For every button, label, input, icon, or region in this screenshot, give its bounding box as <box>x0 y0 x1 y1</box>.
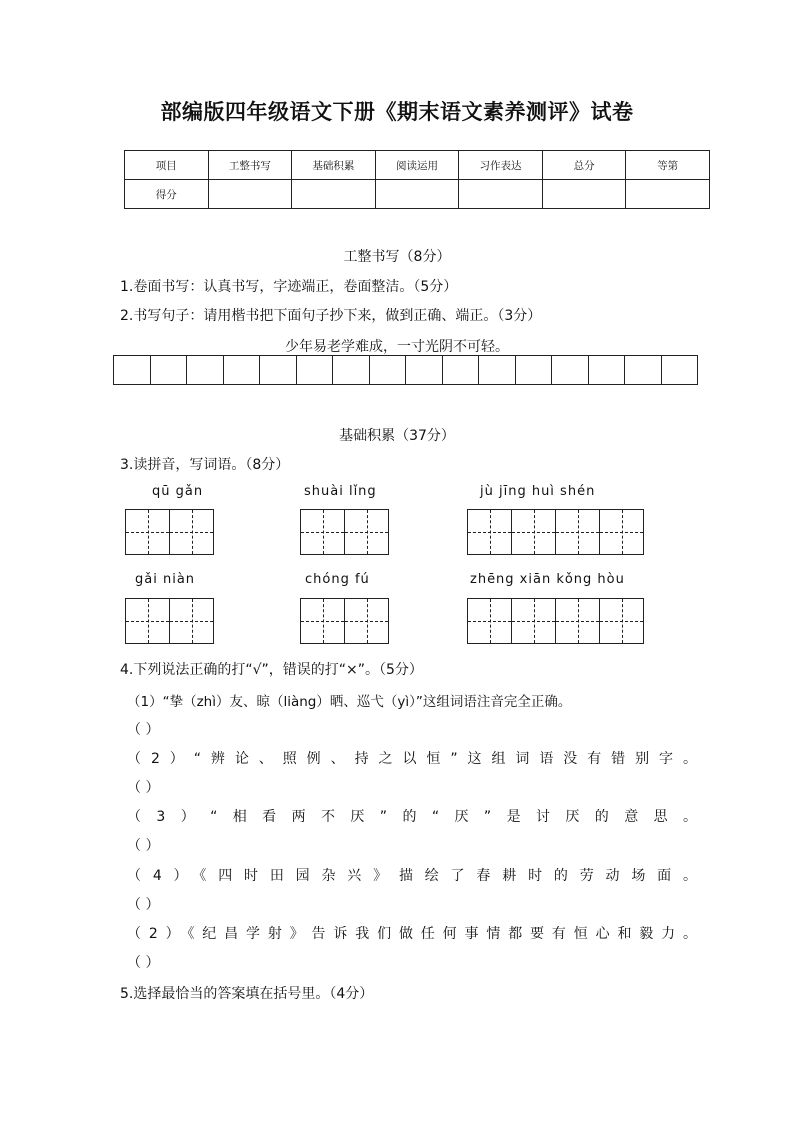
tianzige-box[interactable] <box>467 509 644 555</box>
table-header-cell: 基础积累 <box>292 151 376 180</box>
table-header-cell: 总分 <box>542 151 626 180</box>
tianzige-box[interactable] <box>125 509 214 555</box>
page-title: 部编版四年级语文下册《期末语文素养测评》试卷 <box>160 99 634 124</box>
score-cell[interactable] <box>375 180 459 209</box>
pinyin-label: chóng fú <box>305 572 370 587</box>
answer-blank[interactable]: （ ） <box>127 897 160 913</box>
copy-sentence: 少年易老学难成，一寸光阴不可轻。 <box>285 339 509 355</box>
tianzige-box[interactable] <box>300 598 389 644</box>
score-cell[interactable] <box>292 180 376 209</box>
judge-item: （4）《四时田园杂兴》描绘了春耕时的劳动场面。 <box>127 868 697 884</box>
tianzige-box[interactable] <box>467 598 644 644</box>
tianzige-box[interactable] <box>300 509 389 555</box>
question-2: 2.书写句子：请用楷书把下面句子抄下来，做到正确、端正。（3分） <box>120 308 542 324</box>
table-row <box>125 151 710 180</box>
score-cell[interactable] <box>208 180 292 209</box>
score-cell[interactable] <box>459 180 543 209</box>
table-header-cell: 工整书写 <box>208 151 292 180</box>
answer-blank[interactable]: （ ） <box>127 838 160 854</box>
judge-item: （3）“相看两不厌”的“厌”是讨厌的意思。 <box>127 809 697 825</box>
pinyin-label: jù jīng huì shén <box>480 484 596 499</box>
pinyin-label: zhēng xiān kǒng hòu <box>470 572 625 587</box>
score-cell[interactable] <box>542 180 626 209</box>
section-heading: 基础积累（37分） <box>339 428 455 444</box>
table-header-cell: 习作表达 <box>459 151 543 180</box>
table-row <box>125 180 710 209</box>
score-table <box>124 150 710 209</box>
question-5: 5.选择最恰当的答案填在括号里。（4分） <box>120 986 374 1002</box>
answer-blank[interactable]: （ ） <box>127 780 160 796</box>
score-cell[interactable] <box>626 180 710 209</box>
section-heading: 工整书写（8分） <box>343 249 451 265</box>
table-header-cell: 等第 <box>626 151 710 180</box>
pinyin-label: gǎi niàn <box>135 572 196 587</box>
table-header-cell: 项目 <box>125 151 209 180</box>
judge-item: （1）“挚（zhì）友、晾（liàng）晒、巡弋（yì）”这组词语注音完全正确。 <box>127 694 572 710</box>
table-header-cell: 阅读运用 <box>375 151 459 180</box>
question-4: 4.下列说法正确的打“√”，错误的打“×”。（5分） <box>120 662 423 678</box>
table-row-label: 得分 <box>125 180 209 209</box>
pinyin-label: qū gǎn <box>152 484 204 499</box>
judge-item: （2）《纪昌学射》告诉我们做任何事情都要有恒心和毅力。 <box>127 926 697 942</box>
writing-grid[interactable] <box>113 355 698 385</box>
tianzige-box[interactable] <box>125 598 214 644</box>
answer-blank[interactable]: （ ） <box>127 955 160 971</box>
answer-blank[interactable]: （ ） <box>127 722 160 738</box>
pinyin-label: shuài lǐng <box>304 484 377 499</box>
question-1: 1.卷面书写：认真书写，字迹端正，卷面整洁。（5分） <box>120 279 458 295</box>
judge-item: （2）“辨论、照例、持之以恒”这组词语没有错别字。 <box>127 751 697 767</box>
question-3: 3.读拼音，写词语。（8分） <box>120 457 290 473</box>
